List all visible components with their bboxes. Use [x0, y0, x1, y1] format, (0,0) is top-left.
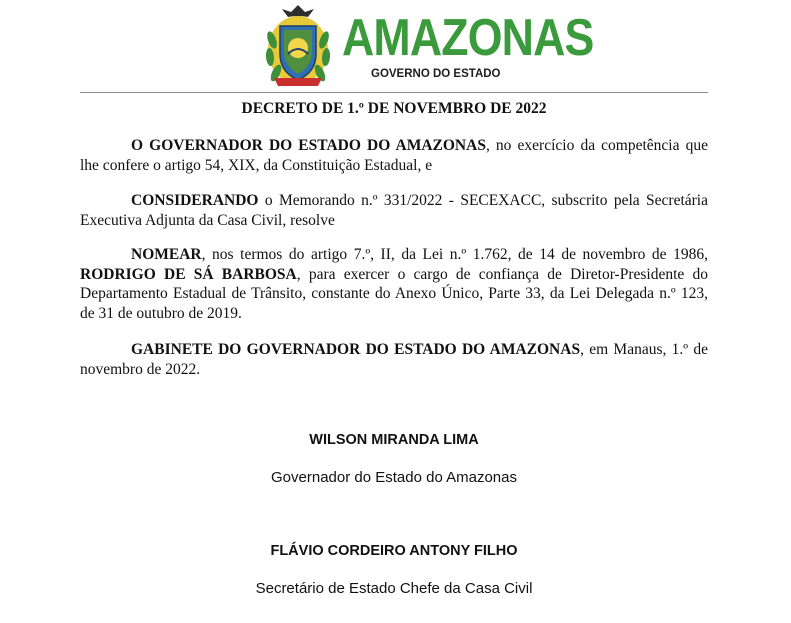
signature-role-governor: Governador do Estado do Amazonas [271, 469, 517, 486]
appointee-name: RODRIGO DE SÁ BARBOSA [80, 265, 297, 283]
page-header [262, 2, 712, 90]
paragraph-text: , no exercício da competência que lhe confere o artigo 54, XIX, da Constituição Estadual, e [80, 137, 708, 174]
signature-name-secretary: FLÁVIO CORDEIRO ANTONY FILHO [270, 543, 518, 559]
decree-title: DECRETO DE 1.º DE NOVEMBRO DE 2022 [241, 100, 547, 117]
paragraph-bold: O GOVERNADOR DO ESTADO DO AMAZONAS [131, 137, 486, 154]
paragraph-text: , nos termos do artigo 7.º, II, da Lei n.º 1.762, de 14 de novembro de 1986, [201, 246, 708, 263]
signature-name-governor: WILSON MIRANDA LIMA [309, 432, 479, 448]
amazonas-coat-of-arms-icon [264, 2, 332, 90]
paragraph-considerando [80, 191, 708, 230]
header-divider [80, 92, 708, 93]
brand-subtitle: GOVERNO DO ESTADO [371, 68, 501, 80]
paragraph-nomear [80, 245, 708, 323]
paragraph-governor [80, 136, 708, 175]
paragraph-gabinete [80, 340, 708, 379]
paragraph-bold: CONSIDERANDO [131, 192, 259, 209]
signature-role-secretary: Secretário de Estado Chefe da Casa Civil [255, 580, 533, 597]
paragraph-text: , para exercer o cargo de confiança de Diretor-Presidente do Departamento Estadual de Trânsito, constante do Anexo Único, Parte 33, da Lei Delegada n.º 123, de 31 de outubro de 2019. [80, 265, 709, 322]
paragraph-bold: NOMEAR [131, 246, 202, 263]
paragraph-bold: GABINETE DO GOVERNADOR DO ESTADO DO AMAZONAS [131, 341, 581, 358]
paragraph-text: , em Manaus, 1.º de novembro de 2022. [80, 341, 708, 378]
paragraph-text: o Memorando n.º 331/2022 - SECEXACC, subscrito pela Secretária Executiva Adjunta da Casa Civil, resolve [80, 192, 708, 229]
brand-title: AMAZONAS [342, 9, 594, 67]
